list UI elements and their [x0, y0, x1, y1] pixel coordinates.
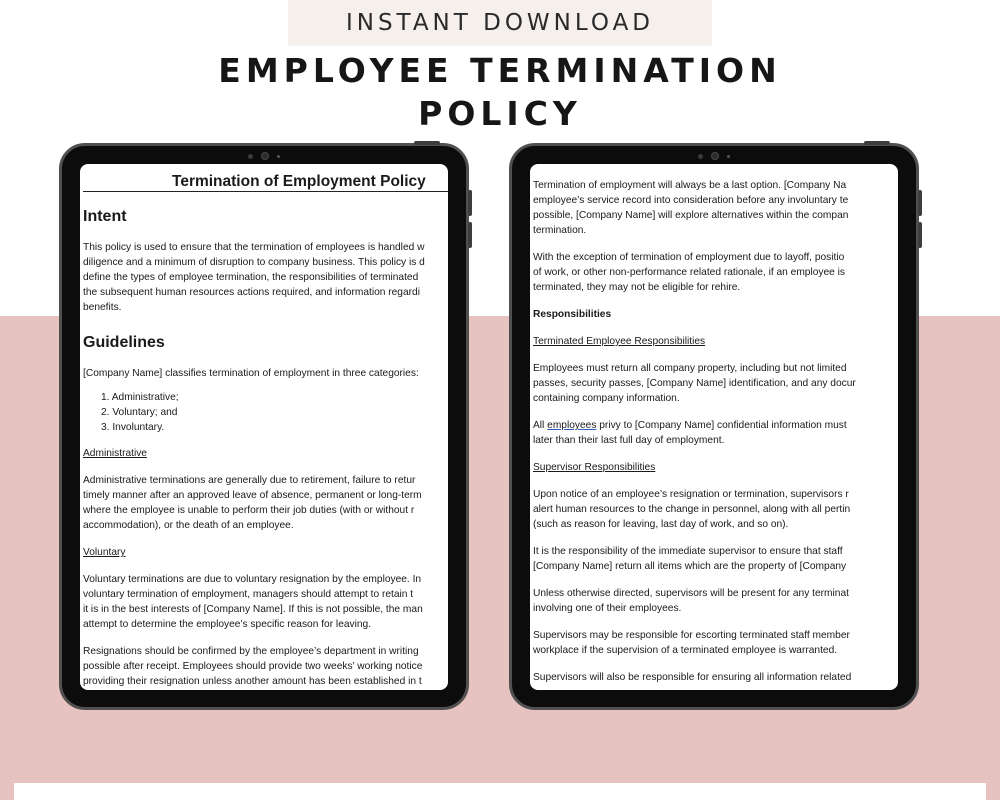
tablet-volume-button — [918, 222, 922, 248]
supervisor-heading: Supervisor Responsibilities — [533, 462, 656, 473]
paragraph-return-property: Employees must return all company property, including but not limited passes, security passes, [Company Name] identification, and any docur containing company information. — [533, 363, 856, 404]
guidelines-heading: Guidelines — [83, 334, 165, 351]
intent-heading: Intent — [83, 208, 127, 225]
tablet-left — [59, 143, 469, 710]
document-title: Termination of Employment Policy — [83, 174, 448, 192]
tablet-screen — [530, 164, 898, 690]
intent-paragraph: This policy is used to ensure that the termination of employees is handled w diligence and a minimum of disruption to company business. This policy is d define the types of employee termination, the responsibilities of terminated the subsequent human resources actions required, and information regardi benefits. — [83, 242, 425, 313]
paragraph-present: Unless otherwise directed, supervisors will be present for any terminat involving one of their employees. — [533, 588, 849, 614]
paragraph-immediate-supervisor: It is the responsibility of the immediate supervisor to ensure that staff [Company Name] return all items which are the property of [Company — [533, 546, 847, 572]
instant-download-badge — [288, 0, 712, 46]
paragraph-rehire: With the exception of termination of employment due to layoff, positio of work, or other non-performance related rationale, if an employee is terminated, they may not be eligible for rehire. — [533, 252, 846, 293]
list-item: 1. Administrative; — [101, 392, 179, 403]
paragraph-confidential: All employees privy to [Company Name] confidential information must later than their last full day of employment. — [533, 420, 847, 446]
bottom-white-panel — [14, 783, 986, 800]
policy-document-page-2 — [533, 178, 898, 690]
administrative-paragraph: Administrative terminations are generally due to retirement, failure to retur timely manner after an approved leave of absence, permanent or long-term where the employee is unable to perform their job duties (with or without r accommodation), or the death of an employee. — [83, 475, 422, 531]
tablet-top-button — [414, 141, 440, 145]
voluntary-paragraph: Voluntary terminations are due to voluntary resignation by the employee. In voluntary termination of employment, managers should attempt to retain t it is in the best interests of [Company Name]. If this is not possible, the man attempt to determine the employee’s specific reason for leaving. — [83, 574, 423, 630]
tablet-volume-button — [468, 190, 472, 216]
title-line-1: EMPLOYEE TERMINATION — [218, 51, 782, 90]
title-line-2: POLICY — [418, 94, 582, 133]
paragraph-escorting: Supervisors may be responsible for escorting terminated staff member workplace if the supervision of a terminated employee is warranted. — [533, 630, 850, 656]
guidelines-intro: [Company Name] classifies termination of employment in three categories: — [83, 368, 419, 379]
tablet-right — [509, 143, 919, 710]
underlined-word: employees — [547, 420, 597, 431]
camera-icon — [698, 152, 730, 160]
tablet-volume-button — [918, 190, 922, 216]
badge-text: INSTANT DOWNLOAD — [345, 10, 655, 36]
paragraph-last-option: Termination of employment will always be a last option. [Company Na employee’s service record into consideration before any involuntary te possible, [Company Name] will explore alternatives within the compan termination. — [533, 180, 849, 236]
list-item: 2. Voluntary; and — [101, 407, 178, 418]
voluntary-heading: Voluntary — [83, 547, 126, 558]
list-item: 3. Involuntary. — [101, 422, 165, 433]
terminated-employee-heading: Terminated Employee Responsibilities — [533, 336, 706, 347]
camera-icon — [248, 152, 280, 160]
administrative-heading: Administrative — [83, 448, 147, 459]
paragraph-notice: Upon notice of an employee’s resignation or termination, supervisors r alert human resources to the change in personnel, along with all pertin (such as reason for leaving, last day of work, and so on). — [533, 489, 851, 530]
paragraph-information: Supervisors will also be responsible for ensuring all information related — [533, 672, 852, 683]
tablet-top-button — [864, 141, 890, 145]
policy-document-page-1 — [83, 164, 448, 690]
category-list — [100, 390, 448, 435]
tablet-screen — [80, 164, 448, 690]
page-title — [150, 49, 850, 135]
tablet-volume-button — [468, 222, 472, 248]
responsibilities-heading: Responsibilities — [533, 309, 612, 320]
resignation-paragraph: Resignations should be confirmed by the employee’s department in writing possible after receipt. Employees should provide two weeks’ working notice providing their resignation unless another amount has been established in t — [83, 646, 423, 687]
